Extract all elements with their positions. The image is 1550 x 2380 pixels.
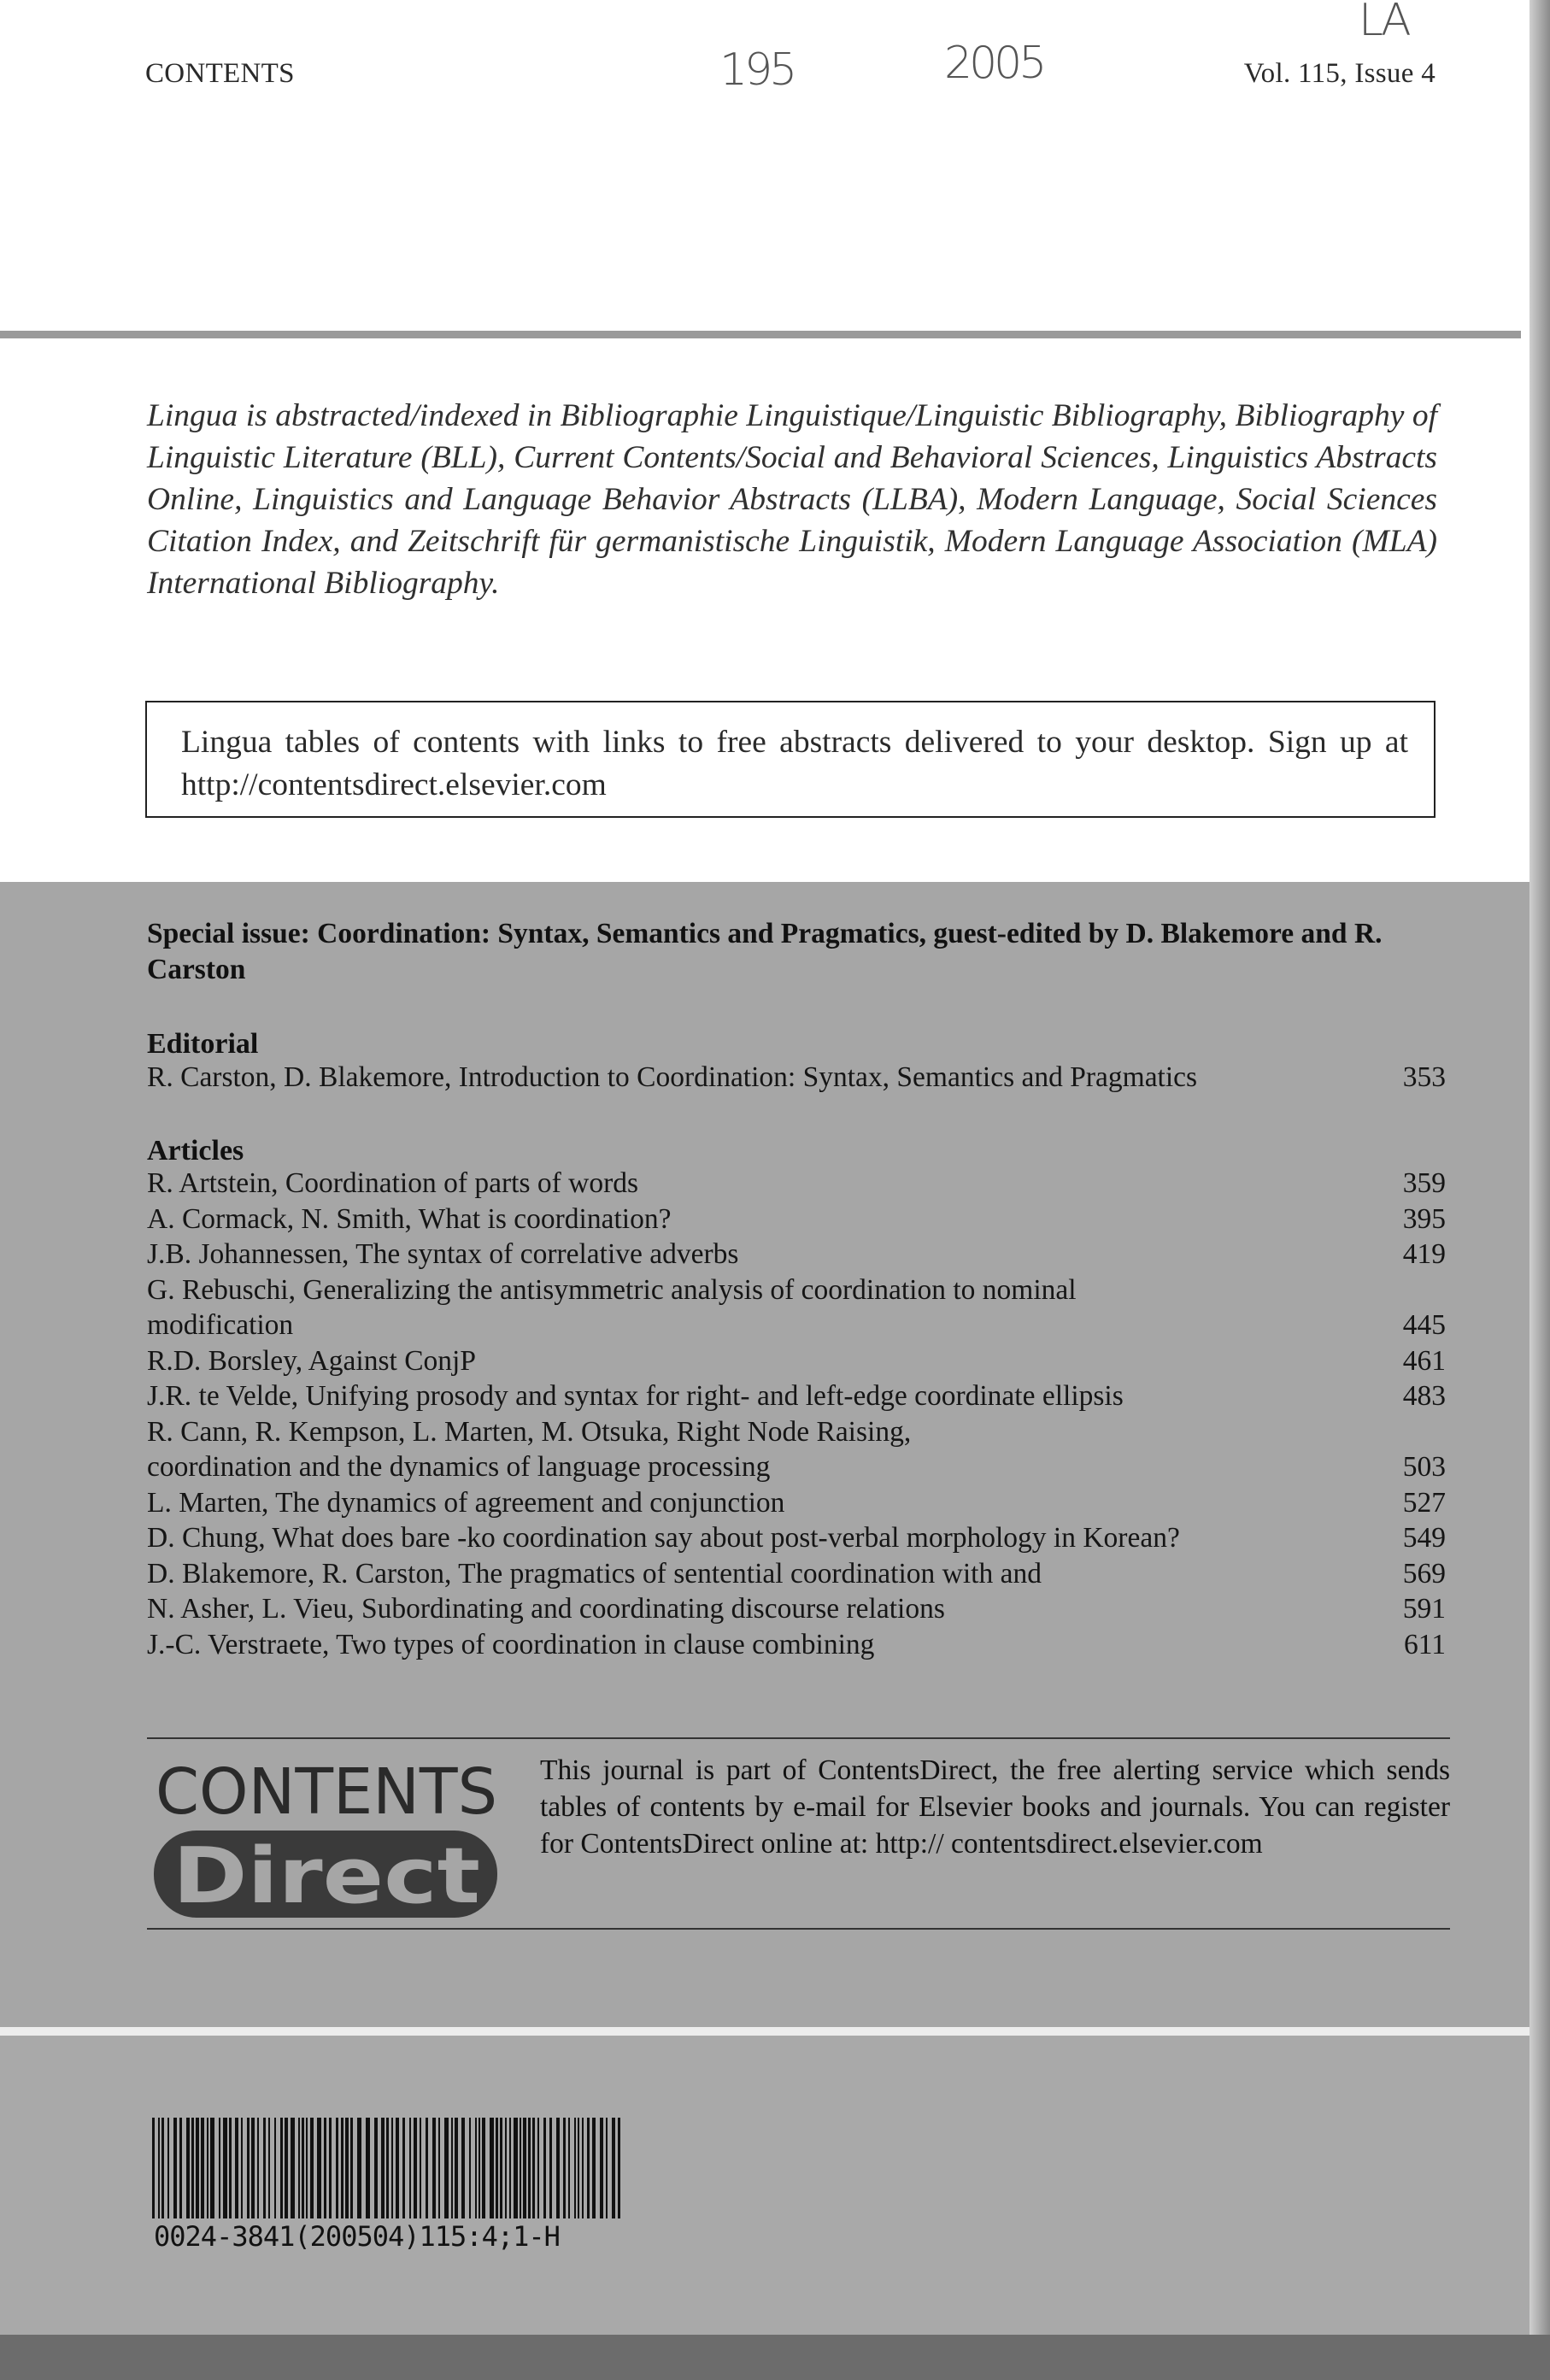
page-edge-right (1529, 0, 1550, 2380)
barcode-bar (479, 2118, 480, 2218)
barcode-bar (574, 2118, 576, 2218)
barcode-bar (324, 2118, 326, 2218)
toc-entry[interactable] (147, 1272, 1446, 1343)
contentsdirect-text: This journal is part of ContentsDirect, the free alerting service which sends tables of contents by e-mail for Elsevier books and journals. You can register for ContentsDirect online at: http:// contentsdirect.elsevier.com (540, 1754, 1450, 1860)
barcode-bar (587, 2118, 590, 2218)
toc-entry-page: 461 (1402, 1344, 1446, 1377)
barcode-bar (229, 2118, 232, 2218)
page-edge-bottom (0, 2335, 1550, 2380)
barcode-bar (426, 2118, 428, 2218)
barcode-bar (568, 2118, 570, 2218)
barcode-bar (280, 2118, 283, 2218)
toc-entry-title: A. Cormack, N. Smith, What is coordination? (147, 1202, 672, 1235)
barcode-bar (241, 2118, 243, 2218)
barcode-bar (179, 2118, 182, 2218)
barcode-bar (496, 2118, 498, 2218)
toc-entry-title: G. Rebuschi, Generalizing the antisymmetric analysis of coordination to nominal modification (147, 1273, 1077, 1341)
barcode (152, 2118, 624, 2218)
barcode-bar (219, 2118, 220, 2218)
toc-entry-title: L. Marten, The dynamics of agreement and conjunction (147, 1486, 785, 1519)
barcode-bar (191, 2118, 194, 2218)
barcode-bar (345, 2118, 349, 2218)
logo-text-contents: CONTENTS (156, 1755, 497, 1829)
toc-entry-page: 395 (1402, 1202, 1446, 1235)
toc-entry[interactable] (147, 1166, 1446, 1202)
barcode-bar (432, 2118, 436, 2218)
barcode-bar (490, 2118, 494, 2218)
barcode-bar (469, 2118, 471, 2218)
handwritten-note-la: LA (1359, 0, 1408, 46)
barcode-bar (167, 2118, 169, 2218)
toc-entry[interactable] (147, 1202, 1446, 1237)
barcode-bar (475, 2118, 477, 2218)
header-rule (0, 331, 1521, 338)
barcode-bar (414, 2118, 417, 2218)
toc-entry-title: R. Artstein, Coordination of parts of words (147, 1167, 639, 1199)
toc-entry-page: 353 (1402, 1061, 1446, 1093)
barcode-bar (336, 2118, 338, 2218)
toc-entry-page: 483 (1402, 1380, 1446, 1412)
barcode-bar (152, 2118, 155, 2218)
barcode-bar (618, 2118, 620, 2218)
barcode-bar (386, 2118, 389, 2218)
barcode-bar (549, 2118, 552, 2218)
barcode-bar (606, 2118, 608, 2218)
special-issue-title: Special issue: Coordination: Syntax, Semantics and Pragmatics, guest-edited by D. Blakemore and R. Carston (147, 918, 1383, 985)
toc-entry-title: R. Cann, R. Kempson, L. Marten, M. Otsuka, Right Node Raising, coordination and the dynamics of language processing (147, 1415, 912, 1483)
toc-entry-title: D. Blakemore, R. Carston, The pragmatics of sentential coordination with and (147, 1557, 1042, 1590)
toc-entry[interactable] (147, 1060, 1446, 1096)
abstracting-note: Lingua is abstracted/indexed in Bibliographie Linguistique/Linguistic Bibliography, Bibliography of Linguistic Literature (BLL), Current Contents/Social and Behavioral Sciences, Linguistics Abstracts Online, Linguistics and Language Behavior Abstracts (LLBA), Modern Language, Social Sciences Citation Index, and Zeitschrift für germanistische Linguistik, Modern Language Association (MLA) International Bibliography. (147, 398, 1437, 601)
barcode-bar (201, 2118, 204, 2218)
barcode-bar (341, 2118, 343, 2218)
barcode-bar (302, 2118, 304, 2218)
barcode-bar (461, 2118, 465, 2218)
barcode-bar (223, 2118, 227, 2218)
barcode-bar (556, 2118, 560, 2218)
toc-entry-page: 527 (1402, 1486, 1446, 1519)
editorial-heading: Editorial (147, 1028, 259, 1060)
barcode-bar (514, 2118, 518, 2218)
toc-entry-page: 611 (1403, 1628, 1446, 1660)
barcode-bar (251, 2118, 255, 2218)
barcode-bar (543, 2118, 546, 2218)
barcode-bar (196, 2118, 199, 2218)
contentsdirect-rule-top (147, 1737, 1450, 1739)
toc-entry-page: 591 (1402, 1593, 1446, 1625)
contents-header: CONTENTS (145, 58, 295, 89)
barcode-bar (329, 2118, 332, 2218)
contentsdirect-rule-bottom (147, 1928, 1450, 1930)
toc-entry[interactable] (147, 1591, 1446, 1627)
barcode-bar (509, 2118, 511, 2218)
signup-box (145, 701, 1436, 818)
barcode-bar (505, 2118, 507, 2218)
barcode-bar (451, 2118, 453, 2218)
barcode-bar (455, 2118, 458, 2218)
handwritten-note-195: 195 (719, 44, 795, 96)
barcode-bar (592, 2118, 596, 2218)
toc-entry[interactable] (147, 1556, 1446, 1592)
barcode-bar (268, 2118, 270, 2218)
toc-entry-page: 503 (1402, 1451, 1446, 1483)
handwritten-note-2005: 2005 (944, 38, 1044, 89)
logo-text-direct: Direct (173, 1831, 480, 1921)
toc-entry[interactable] (147, 1627, 1446, 1663)
barcode-bar (210, 2118, 214, 2218)
barcode-bar (285, 2118, 288, 2218)
barcode-bar (420, 2118, 421, 2218)
barcode-bar (537, 2118, 539, 2218)
barcode-bar (563, 2118, 566, 2218)
barcode-bar (444, 2118, 449, 2218)
barcode-bar (291, 2118, 295, 2218)
signup-text: Lingua tables of contents with links to free abstracts delivered to your desktop. Sign up at http://contentsdirect.elsevier.com (181, 725, 1408, 802)
toc-entry-title: D. Chung, What does bare -ko coordination say about post-verbal morphology in Korean? (147, 1522, 1180, 1554)
toc-entry-page: 419 (1402, 1238, 1446, 1270)
barcode-bar (600, 2118, 603, 2218)
toc-entry[interactable] (147, 1485, 1446, 1521)
toc-entry[interactable] (147, 1343, 1446, 1379)
barcode-bar (186, 2118, 190, 2218)
barcode-bar (310, 2118, 314, 2218)
barcode-bar (381, 2118, 385, 2218)
barcode-bar (173, 2118, 177, 2218)
barcode-bar (207, 2118, 208, 2218)
toc-entry-title: R.D. Borsley, Against ConjP (147, 1344, 476, 1377)
barcode-bar (366, 2118, 370, 2218)
volume-issue: Vol. 115, Issue 4 (1243, 58, 1436, 89)
barcode-bar (438, 2118, 440, 2218)
barcode-bar (357, 2118, 361, 2218)
barcode-bar (391, 2118, 393, 2218)
barcode-bar (409, 2118, 411, 2218)
barcode-bar (350, 2118, 353, 2218)
barcode-bar (578, 2118, 579, 2218)
barcode-bar (257, 2118, 259, 2218)
toc-entry-title: J.-C. Verstraete, Two types of coordination in clause combining (147, 1628, 875, 1660)
barcode-bar (161, 2118, 164, 2218)
articles-list (147, 1166, 1446, 1662)
barcode-bar (263, 2118, 266, 2218)
barcode-bar (158, 2118, 160, 2218)
barcode-bar (374, 2118, 378, 2218)
toc-entry-title: R. Carston, D. Blakemore, Introduction to Coordination: Syntax, Semantics and Pragmatics (147, 1061, 1198, 1093)
barcode-bar (306, 2118, 308, 2218)
band-divider (0, 2027, 1529, 2036)
barcode-bar (612, 2118, 615, 2218)
barcode-bar (317, 2118, 321, 2218)
toc-entry-title: J.R. te Velde, Unifying prosody and syntax for right- and left-edge coordinate ellipsis (147, 1380, 1124, 1412)
barcode-graphic (152, 2118, 624, 2218)
barcode-number: 0024-3841(200504)115:4;1-H (154, 2220, 560, 2253)
barcode-bar (582, 2118, 584, 2218)
toc-entry-page: 445 (1402, 1309, 1446, 1341)
barcode-bar (247, 2118, 250, 2218)
barcode-bar (235, 2118, 238, 2218)
barcode-bar (528, 2118, 531, 2218)
contentsdirect-logo (154, 1752, 504, 1923)
barcode-bar (532, 2118, 535, 2218)
articles-heading: Articles (147, 1135, 244, 1166)
toc-entry-page: 569 (1402, 1557, 1446, 1590)
contentsdirect-logo-graphic (154, 1752, 504, 1923)
toc-entry-title: N. Asher, L. Vieu, Subordinating and coordinating discourse relations (147, 1593, 945, 1625)
barcode-bar (402, 2118, 405, 2218)
barcode-bar (482, 2118, 485, 2218)
barcode-bar (500, 2118, 502, 2218)
toc-entry-page: 549 (1402, 1522, 1446, 1554)
barcode-bar (396, 2118, 399, 2218)
toc-entry-title: J.B. Johannessen, The syntax of correlative adverbs (147, 1238, 739, 1270)
toc-entry[interactable] (147, 1237, 1446, 1272)
barcode-bar (274, 2118, 276, 2218)
toc-entry[interactable] (147, 1378, 1446, 1414)
toc-entry[interactable] (147, 1414, 1446, 1485)
barcode-bar (298, 2118, 300, 2218)
toc-entry[interactable] (147, 1520, 1446, 1556)
toc-entry-page: 359 (1402, 1167, 1446, 1199)
barcode-bar (520, 2118, 521, 2218)
editorial-list (147, 1060, 1446, 1096)
barcode-bar (523, 2118, 526, 2218)
